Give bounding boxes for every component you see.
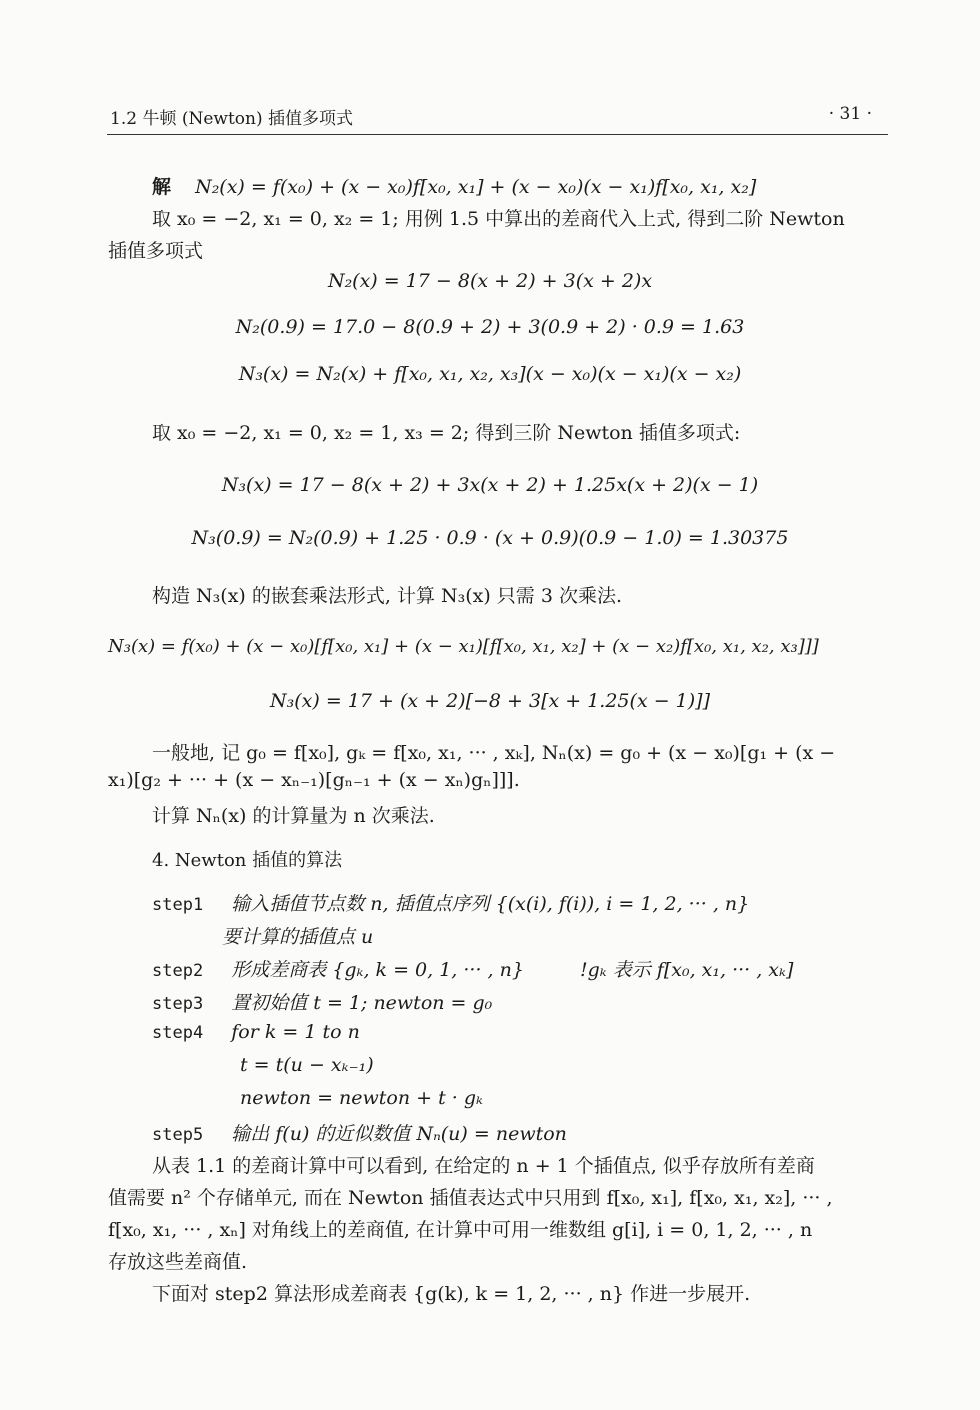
- algorithm-step5: [152, 1119, 567, 1146]
- equation-n3-expanded: N₃(x) = 17 − 8(x + 2) + 3x(x + 2) + 1.25x(x + 2)(x − 1): [221, 474, 759, 496]
- closing-paragraph-line3: f[x₀, x₁, ··· , xₙ] 对角线上的差商值, 在计算中可用一维数组 g[i], i = 0, 1, 2, ··· , n: [108, 1219, 813, 1241]
- step-comment: !gₖ 表示 f[x₀, x₁, ··· , xₖ]: [580, 959, 794, 981]
- step-key: step5: [152, 1125, 204, 1145]
- closing-paragraph-line4: 存放这些差商值.: [108, 1251, 248, 1273]
- equation-n2-expanded: N₂(x) = 17 − 8(x + 2) + 3(x + 2)x: [327, 270, 653, 292]
- step-text: for k = 1 to n: [231, 1021, 360, 1043]
- algorithm-step3: [152, 988, 492, 1015]
- paragraph-third-order: 取 x₀ = −2, x₁ = 0, x₂ = 1, x₃ = 2; 得到三阶 Newton 插值多项式:: [152, 422, 741, 444]
- algorithm-step2-comment: [580, 955, 793, 982]
- step-text: t = t(u − xₖ₋₁): [240, 1054, 374, 1076]
- algorithm-step1-cont: [222, 922, 373, 949]
- algorithm-step4: [152, 1021, 360, 1043]
- step-text: newton = newton + t · gₖ: [240, 1087, 483, 1109]
- paragraph-cost: 计算 Nₙ(x) 的计算量为 n 次乘法.: [152, 805, 435, 827]
- equation-n3-value: N₃(0.9) = N₂(0.9) + 1.25 · 0.9 · (x + 0.9)(0.9 − 1.0) = 1.30375: [191, 527, 789, 549]
- header-rule: [107, 134, 888, 135]
- step-key: step1: [152, 895, 204, 915]
- algorithm-heading: 4. Newton 插值的算法: [152, 850, 343, 871]
- solution-label: 解: [152, 176, 172, 198]
- running-header-title: 1.2 牛顿 (Newton) 插值多项式: [110, 109, 354, 129]
- paragraph-choose-nodes-cont: 插值多项式: [108, 240, 204, 262]
- step-text: 形成差商表 {gₖ, k = 0, 1, ··· , n}: [231, 959, 524, 981]
- equation-n3-nested: N₃(x) = f(x₀) + (x − x₀)[f[x₀, x₁] + (x − x₁)[f[x₀, x₁, x₂] + (x − x₂)f[x₀, x₁, x₂, x₃]]]: [108, 636, 819, 657]
- step-text: 置初始值 t = 1; newton = g₀: [231, 992, 493, 1014]
- algorithm-step4-update-newton: [240, 1087, 483, 1109]
- equation-n2-value: N₂(0.9) = 17.0 − 8(0.9 + 2) + 3(0.9 + 2) · 0.9 = 1.63: [235, 316, 745, 338]
- equation-n3-definition: N₃(x) = N₂(x) + f[x₀, x₁, x₂, x₃](x − x₀)(x − x₁)(x − x₂): [238, 363, 742, 385]
- paragraph-general-form-cont: x₁)[g₂ + ··· + (x − xₙ₋₁)[gₙ₋₁ + (x − xₙ)gₙ]]].: [108, 769, 520, 791]
- paragraph-nested-form: 构造 N₃(x) 的嵌套乘法形式, 计算 N₃(x) 只需 3 次乘法.: [152, 585, 623, 607]
- paragraph-choose-nodes: 取 x₀ = −2, x₁ = 0, x₂ = 1; 用例 1.5 中算出的差商代入上式, 得到二阶 Newton: [152, 208, 845, 230]
- step-text: 要计算的插值点 u: [222, 926, 374, 948]
- step-key: step2: [152, 961, 204, 981]
- step-text: 输出 f(u) 的近似数值 Nₙ(u) = newton: [231, 1123, 567, 1145]
- solution-first-line: [152, 172, 756, 199]
- equation-n2-definition: N₂(x) = f(x₀) + (x − x₀)f[x₀, x₁] + (x − x₀)(x − x₁)f[x₀, x₁, x₂]: [195, 176, 757, 198]
- step-key: step3: [152, 994, 204, 1014]
- paragraph-general-form: 一般地, 记 g₀ = f[x₀], gₖ = f[x₀, x₁, ··· , xₖ], Nₙ(x) = g₀ + (x − x₀)[g₁ + (x −: [152, 742, 836, 764]
- algorithm-step4-update-t: [240, 1054, 374, 1076]
- closing-paragraph-line5: 下面对 step2 算法形成差商表 {g(k), k = 1, 2, ··· , n} 作进一步展开.: [152, 1283, 751, 1305]
- algorithm-step1: [152, 889, 749, 916]
- step-key: step4: [152, 1023, 204, 1043]
- equation-n3-nested-numeric: N₃(x) = 17 + (x + 2)[−8 + 3[x + 1.25(x − 1)]]: [270, 690, 710, 712]
- algorithm-step2: [152, 955, 524, 982]
- closing-paragraph-line2: 值需要 n² 个存储单元, 而在 Newton 插值表达式中只用到 f[x₀, x₁], f[x₀, x₁, x₂], ··· ,: [108, 1187, 833, 1209]
- closing-paragraph-line1: 从表 1.1 的差商计算中可以看到, 在给定的 n + 1 个插值点, 似乎存放所有差商: [152, 1155, 815, 1177]
- page-number: · 31 ·: [828, 104, 872, 124]
- step-text: 输入插值节点数 n, 插值点序列 {(x(i), f(i)), i = 1, 2, ··· , n}: [231, 893, 750, 915]
